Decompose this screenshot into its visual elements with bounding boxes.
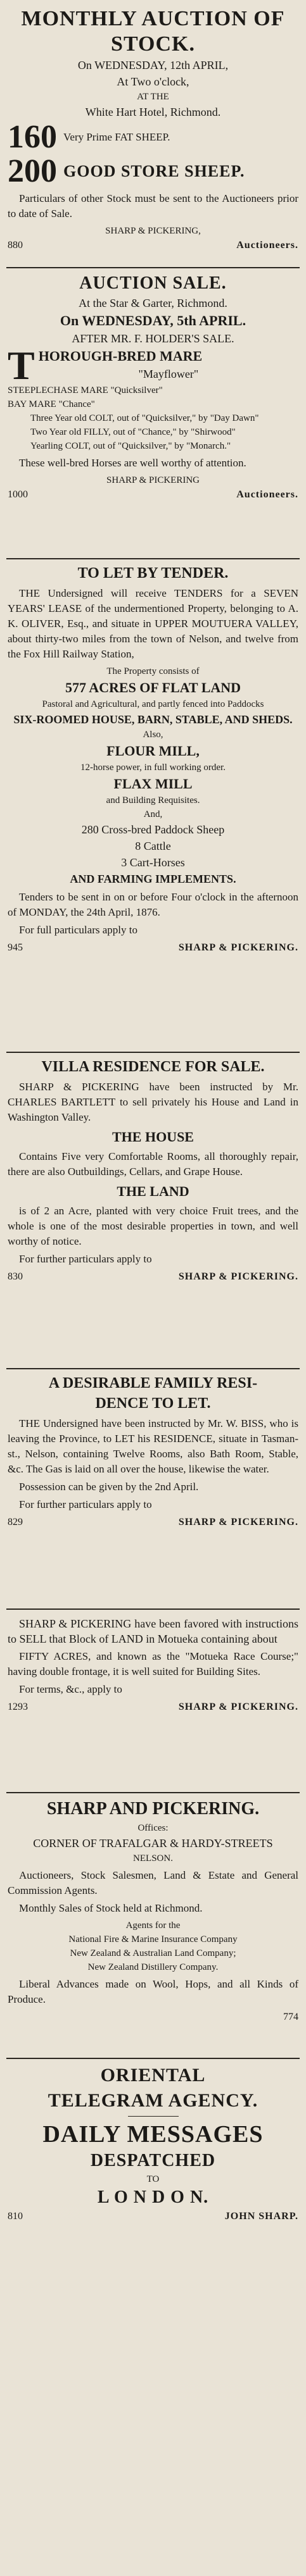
ad-paragraph: Monthly Sales of Stock held at Richmond. [19,1902,203,1914]
ad-role: Auctioneers. [236,489,298,500]
ad-to-let-by-tender [6,559,300,1053]
lot-item: STEEPLECHASE MARE "Quicksilver" [8,385,163,395]
ad-title: TO LET BY TENDER. [77,565,229,582]
ad-subheading: THE LAND [117,1183,189,1199]
ad-footer [8,2209,298,2224]
ad-monthly-auction [6,3,300,268]
ad-line: 577 ACRES OF FLAT LAND [65,680,241,695]
ad-ref-number: 829 [8,1517,23,1528]
signer-name: JOHN SHARP. [224,2211,298,2222]
stock-count: 200 [8,153,57,189]
lot-list [8,343,298,453]
ad-ref-number: 810 [8,2211,23,2222]
lot-item: "Mayflower" [138,368,199,380]
ad-ref-number: 774 [283,2012,298,2022]
ad-footer [8,487,298,502]
ad-line: 280 Cross-bred Paddock Sheep [81,823,225,836]
ad-line: Pastoral and Agricultural, and partly fenced into Paddocks [42,699,264,709]
ad-villa-residence [6,1053,300,1369]
ad-motueka-land [6,1610,300,1793]
ad-line: AND FARMING IMPLEMENTS. [70,873,236,885]
ad-paragraph: Auctioneers, Stock Salesmen, Land & Estate and General Commission Agents. [8,1869,298,1896]
ad-paragraph: Liberal Advances made on Wool, Hops, and all Kinds of Produce. [8,1978,298,2005]
firm-name: SHARP & PICKERING, [105,226,201,236]
ad-footer [8,1515,298,1530]
stock-desc: GOOD STORE SHEEP. [63,162,245,180]
lot-item: BAY MARE "Chance" [8,399,95,409]
ad-line: 8 Cattle [135,840,171,852]
ad-paragraph: FIFTY ACRES, and known as the "Motueka Race Course;" having double frontage, it is well suited for Building Sites. [8,1650,298,1677]
after-line: AFTER MR. F. HOLDER'S SALE. [72,332,234,345]
ad-paragraph: THE Undersigned will receive TENDERS for a SEVEN YEARS' LEASE of the undermentioned Property, belonging to A. K. OLIVER, Esq., and situate in UPPER MOUTUERA VALLEY, about thirty-two miles from the town of Nelson, and twelve from the Fox Hill Railway Station, [8,587,298,660]
venue-line: White Hart Hotel, Richmond. [85,106,221,118]
ad-telegram-agency [6,2059,300,2299]
ad-title: STOCK. [111,32,195,56]
ad-line: 3 Cart-Horses [121,856,185,869]
ad-line: FLOUR MILL, [106,743,200,759]
ad-line: National Fire & Marine Insurance Company [68,1934,238,1944]
ad-line: Also, [143,730,163,740]
ad-paragraph: For terms, &c., apply to [19,1683,122,1695]
ad-paragraph: Tenders to be sent in on or before Four o'clock in the afternoon of MONDAY, the 24th April, 1876. [8,891,298,918]
firm-name: SHARP & PICKERING. [178,1517,298,1528]
advertisement-column [6,0,300,2302]
ad-title: AUCTION SALE. [79,273,227,293]
ad-title: SHARP AND PICKERING. [46,1799,260,1819]
at-the-label: AT THE [137,92,169,102]
lot-item: Three Year old COLT, out of "Quicksilver," by "Day Dawn" [30,413,259,423]
ad-paragraph: For further particulars apply to [19,1253,152,1265]
ad-subheading: THE HOUSE [112,1129,194,1145]
ad-heading: DAILY MESSAGES [42,2121,264,2148]
ad-role: Auctioneers. [236,240,298,251]
date-line: On WEDNESDAY, 12th APRIL, [77,59,229,72]
ad-auction-sale [6,268,300,559]
ad-ref-number: 830 [8,1271,23,1282]
ad-line: NELSON. [133,1853,173,1864]
ad-paragraph: Contains Five very Comfortable Rooms, all thoroughly repair, there are also Outbuildings, Cellars, and Grape House. [8,1150,298,1178]
ad-title: DENCE TO LET. [95,1395,211,1412]
ad-line: New Zealand & Australian Land Company; [70,1948,236,1958]
firm-name: SHARP & PICKERING. [178,1271,298,1282]
ad-paragraph: For full particulars apply to [19,924,137,936]
ad-family-residence [6,1369,300,1610]
stock-line [8,154,298,189]
ad-paragraph: SHARP & PICKERING have been instructed by Mr. CHARLES BARTLETT to sell privately his House and Land in Washington Valley. [8,1081,298,1123]
ad-heading: DESPATCHED [90,2151,216,2170]
ad-ref-number: 1293 [8,1702,28,1712]
ad-footer [8,238,298,253]
ad-footer [8,2010,298,2025]
ad-footer [8,1269,298,1285]
ad-title: TELEGRAM AGENCY. [48,2090,258,2111]
ad-line: SIX-ROOMED HOUSE, BARN, STABLE, AND SHEDS. [13,713,293,726]
ad-line: And, [143,809,163,819]
ad-paragraph: Possession can be given by the 2nd April. [19,1481,199,1493]
ad-line: and Building Requisites. [106,795,200,806]
ad-line: Offices: [137,1823,169,1833]
ad-line: Agents for the [125,1920,181,1931]
venue-line: At the Star & Garter, Richmond. [79,297,227,309]
ad-line: CORNER OF TRAFALGAR & HARDY-STREETS [33,1837,273,1850]
ad-title: MONTHLY AUCTION OF [21,7,285,30]
ad-note: These well-bred Horses are well worthy of attention. [19,457,246,469]
firm-name: SHARP & PICKERING. [178,1702,298,1712]
date-line: On WEDNESDAY, 5th APRIL. [60,313,246,328]
ad-ref-number: 1000 [8,489,28,500]
ad-note: Particulars of other Stock must be sent to the Auctioneers prior to date of Sale. [8,192,298,220]
ad-firm-offices [6,1793,300,2059]
ad-heading: L O N D O N. [97,2187,209,2207]
ad-line: TO [146,2174,160,2184]
ad-line: New Zealand Distillery Company. [87,1962,219,1972]
ad-footer [8,940,298,955]
ad-title: ORIENTAL [100,2065,206,2086]
ad-ref-number: 880 [8,240,23,251]
lot-item: HOROUGH-BRED MARE [38,348,203,364]
stock-line [8,120,298,154]
stock-count: 160 [8,119,57,155]
ad-line: The Property consists of [106,666,200,676]
lot-item: Yearling COLT, out of "Quicksilver," by "Monarch." [30,441,231,451]
divider [128,2116,179,2117]
stock-desc: Very Prime FAT SHEEP. [63,131,170,143]
ad-paragraph: For further particulars apply to [19,1498,152,1510]
time-line: At Two o'clock, [117,75,189,88]
dropcap: T [8,343,35,388]
ad-paragraph: is of 2 an Acre, planted with very choice Fruit trees, and the whole is one of the most desirable properties in town, and well worthy of notice. [8,1205,298,1247]
firm-name: SHARP & PICKERING [106,475,200,485]
ad-line: FLAX MILL [113,776,193,792]
firm-name: SHARP & PICKERING. [178,942,298,953]
ad-ref-number: 945 [8,942,23,953]
ad-title: VILLA RESIDENCE FOR SALE. [41,1059,265,1075]
ad-paragraph: THE Undersigned have been instructed by Mr. W. BISS, who is leaving the Province, to LET his RESIDENCE, situate in Tasman-st., Nelson, containing Twelve Rooms, also Bath Room, Stable, &c. The Gas is laid on all over the house, likewise the water. [8,1417,298,1475]
ad-footer [8,1700,298,1715]
ad-title: A DESIRABLE FAMILY RESI- [48,1375,258,1391]
ad-paragraph: SHARP & PICKERING have been favored with instructions to SELL that Block of LAND in Motueka containing about [8,1617,298,1645]
lot-item: Two Year old FILLY, out of "Chance," by "Shirwood" [30,427,236,437]
ad-line: 12-horse power, in full working order. [80,762,226,773]
